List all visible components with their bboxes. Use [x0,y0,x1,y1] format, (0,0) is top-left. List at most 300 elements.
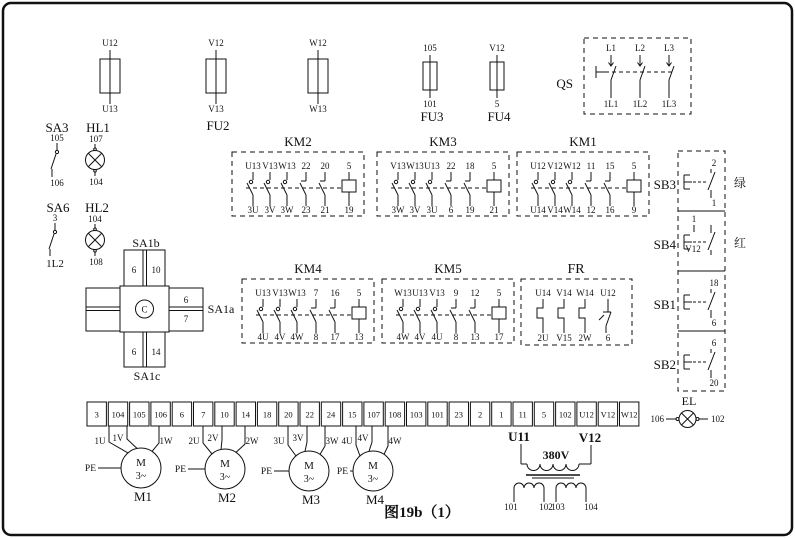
pe-label: PE [260,467,272,477]
terminal-label: V14 [547,205,563,215]
terminal-label: W14 [563,205,581,215]
blade [549,183,555,195]
terminal-cell-label: U12 [579,409,594,420]
terminal-label: 1L2 [632,99,648,109]
terminal-cell-label: 104 [111,409,125,420]
terminal-cell-label: 2 [477,409,483,420]
fuse-top-terminal: U12 [102,38,118,48]
motor-phase-label: 3~ [219,472,231,483]
terminal-label: U14 [535,288,551,298]
terminal-cell-label: 24 [326,409,336,420]
pushbutton-0 [654,158,746,208]
contactor-name: KM5 [434,261,462,276]
terminal-cell-label: 102 [558,409,572,420]
contact-dot [283,180,286,183]
terminal-label: 21 [489,205,499,215]
blade [708,352,715,370]
motor-name: M2 [217,490,237,505]
motor-0 [85,426,173,504]
blade [585,183,591,195]
terminal-label: 2W [578,333,592,343]
terminal-label: 23 [301,205,311,215]
figure-caption: 图19b（1） [384,505,460,521]
motor-lead [305,426,307,451]
button-name: SB1 [653,297,676,312]
blade [51,154,56,169]
terminal-label: U13 [424,161,440,171]
contactor-name: KM2 [284,134,312,149]
terminal-label: 5 [491,161,497,171]
blade [431,310,437,322]
terminal-label: 2U [537,333,549,343]
lead-label: 2W [245,436,259,446]
pe-label: PE [336,467,348,477]
lead-label: 3W [325,436,339,446]
button-name: SB2 [653,357,676,372]
coil [492,307,506,319]
terminal-label: 5 [631,161,637,171]
blade [450,310,456,322]
terminal-label: 6 [711,318,717,328]
lead-label: 4W [388,436,402,446]
primary-terminal: V12 [578,430,602,445]
fuse-2 [308,38,328,114]
fuse-top-terminal: V12 [208,38,224,48]
pushbutton-2 [654,278,719,328]
disconnect-switch-qs [556,38,691,114]
terminal-label: W12 [563,161,581,171]
motor-name: M1 [133,489,153,504]
lead-label: 4V [357,433,369,443]
terminal-label: 8 [313,332,319,342]
motor-name: M4 [365,492,385,507]
terminal-label: V13 [429,288,445,298]
terminal-label: 4W [396,332,410,342]
blade [274,310,280,322]
terminal-label: 18 [709,278,719,288]
terminal-label: 6 [131,265,137,275]
blade [329,310,335,322]
fuse-top-terminal: V12 [489,43,505,53]
outer-frame [3,3,792,535]
terminal-label: 3U [247,205,259,215]
terminal-label: 16 [605,205,615,215]
fuse-name: FU4 [487,109,511,124]
terminal-cell-label: 7 [201,409,206,420]
terminal-label: 2 [711,158,717,168]
blade [310,310,316,322]
terminal-label: 19 [465,205,475,215]
sa1-left-arm [86,288,120,331]
motor-phase-label: 3~ [135,471,147,482]
terminal-label: 19 [344,205,354,215]
lamp-hl2 [85,200,109,267]
fuse-0 [100,38,120,114]
terminal-label: 103 [551,502,565,512]
fuse-4 [487,43,511,124]
motor-phase-label: 3~ [367,474,379,485]
contact-dot [433,307,436,310]
contact-dot [696,418,699,421]
pushbutton-1 [654,214,746,255]
terminal-label: U12 [530,161,546,171]
fuses [100,38,511,133]
blade [606,312,611,326]
button-name: SB4 [653,237,676,252]
contact-dot [249,180,252,183]
terminal-label: 1 [711,198,717,208]
terminal-label: 12 [470,288,480,298]
blade [247,183,253,195]
terminal-cell-label: 22 [305,409,314,420]
terminal-label: 5 [356,288,362,298]
lead-label: 1W [159,436,173,446]
fuse-top-terminal: 105 [423,43,437,53]
terminal-label: 5 [496,288,502,298]
terminal-cell-label: 106 [154,409,167,420]
terminal-label: U13 [255,288,271,298]
terminal-label: 102 [539,502,553,512]
terminal-cell-label: 3 [94,409,99,420]
terminal-label: 9 [631,205,637,215]
contact-dot [53,230,56,233]
terminal-label: 105 [50,133,64,143]
sa1a-name: SA1a [207,302,235,316]
terminal-label: 4W [290,332,304,342]
terminal-label: W13 [278,161,296,171]
fuse-top-terminal: W12 [309,38,327,48]
lead-label: 2V [207,433,219,443]
coil [487,180,501,192]
terminal-cell-label: W12 [620,409,638,420]
component-name: SA3 [45,120,69,135]
terminal-label: W13 [406,161,424,171]
blade [532,183,538,195]
contact-dot [568,180,571,183]
terminal-label: 6 [183,295,189,305]
motor-m-label: M [136,457,146,469]
terminal-label: 10 [151,265,161,275]
motor-name: M3 [301,492,321,507]
contact-dot [94,170,97,173]
terminal-strip [87,402,639,426]
terminal-label: 14 [151,347,161,357]
contactor-blocks [232,134,649,343]
terminal-label: 13 [470,332,480,342]
terminal-label: V15 [556,333,572,343]
heater-element [579,305,585,321]
terminal-label: 1L3 [661,99,677,109]
contact-dot [94,250,97,253]
terminal-label: 17 [330,332,340,342]
terminal-label: U13 [245,161,261,171]
terminal-label: V12 [547,161,563,171]
blade [426,183,432,195]
blade [708,232,715,250]
terminal-label: 20 [709,378,719,388]
sa1c-name: SA1c [133,369,161,383]
primary-voltage: 380V [542,448,570,462]
sa1b-name: SA1b [132,236,160,250]
terminal-cell-label: 105 [132,409,146,420]
component-name: HL1 [86,120,110,135]
component-name: HL2 [85,200,109,215]
contactor-block-1 [377,134,509,216]
terminal-label: 1L2 [46,258,64,270]
blade [566,183,572,195]
contact-dot [266,180,269,183]
terminal-label: 4V [414,332,426,342]
blade [708,172,715,190]
blade [291,310,297,322]
terminal-cell-label: V12 [600,409,616,420]
secondary-winding [556,483,586,488]
pe-label: PE [174,465,186,475]
blade [469,310,475,322]
border-frame [3,3,792,535]
heater-element [558,305,564,321]
terminal-cell-label: 20 [284,409,293,420]
terminal-cell-label: 15 [348,409,357,420]
blade [669,66,674,80]
terminal-label: U13 [412,288,428,298]
fuse-bottom-terminal: U13 [102,104,118,114]
button-color-label: 红 [733,236,747,250]
button-color-label: 绿 [733,176,747,190]
terminal-label: 8 [453,332,459,342]
terminal-label: 3V [409,205,421,215]
motor-lead [320,426,325,454]
terminal-cell-label: 10 [220,409,229,420]
lead-label: 4U [341,436,353,446]
fr-name: FR [567,262,585,277]
contact-dot [259,307,262,310]
contactor-name: KM1 [569,134,597,149]
terminal-label: 104 [584,502,598,512]
contactor-name: KM3 [429,134,457,149]
blade [414,310,420,322]
terminal-label: L2 [635,43,645,53]
motor-lead [384,426,388,454]
blade [640,66,645,80]
contact-dot [551,180,554,183]
terminal-label: V13 [272,288,288,298]
terminal-cell-label: 108 [388,409,402,420]
terminal-label: V13 [262,161,278,171]
terminal-cell-label: 5 [541,409,547,420]
pe-label: PE [84,464,96,474]
motor-m-label: M [368,460,378,472]
contact-dot [293,307,296,310]
terminal-label: V14 [556,288,572,298]
fuse-bottom-terminal: 101 [423,99,437,109]
component-name: EL [681,394,697,408]
terminal-label: W13 [394,288,412,298]
terminal-label: 20 [320,161,330,171]
motor-lead [236,426,245,452]
fuse-3 [420,43,443,124]
motor-lead [152,426,159,451]
lead-label: 3V [292,433,304,443]
lead-label: 3U [273,436,285,446]
terminal-cell-label: 6 [179,409,185,420]
terminal-label: 6 [448,205,454,215]
motor-1 [175,426,259,505]
terminal-label: 4U [431,332,443,342]
motor-m-label: M [304,460,314,472]
terminal-label: W14 [576,288,594,298]
component-name: SA6 [46,200,70,215]
terminal-label: 108 [89,257,103,267]
lead-label: 2U [188,436,200,446]
motor-3 [337,426,402,507]
terminal-label: 22 [301,161,311,171]
terminal-label: 4V [274,332,286,342]
motor-2 [261,426,339,507]
terminal-label: 5 [346,161,352,171]
terminal-label: 4U [257,332,269,342]
contact-dot [399,307,402,310]
terminal-label: 3U [426,205,438,215]
terminal-label: 11 [586,161,596,171]
terminal-label: 104 [89,177,103,187]
heater-element [537,305,543,321]
terminal-label: 9 [453,288,459,298]
thermal-relay-fr [521,262,632,345]
terminal-label: 3W [280,205,294,215]
terminal-label: 1L1 [603,99,619,109]
pushbutton-panel [654,151,746,391]
blade [300,183,306,195]
terminal-label: 3 [52,213,58,223]
contactor-block-2 [517,134,649,216]
fuse-name: FU2 [206,118,230,133]
terminal-label: V12 [685,244,701,254]
fuse-bottom-terminal: V13 [208,104,224,114]
terminal-label: 106 [650,414,664,424]
figure-caption-group [384,503,460,521]
terminal-cell-label: 23 [454,409,464,420]
fuse-bottom-terminal: W13 [309,104,327,114]
contact-dot [55,150,58,153]
button-name: SB3 [653,177,676,192]
terminal-label: W13 [288,288,306,298]
terminal-label: 17 [494,332,504,342]
lamp-hl1 [86,120,110,187]
switch-sa6 [46,200,70,270]
terminal-label: 104 [88,214,102,224]
terminal-label: 3W [391,205,405,215]
blade [392,183,398,195]
blade [611,66,616,80]
contact-dot [534,180,537,183]
terminal-label: L1 [606,43,616,53]
terminal-cell-label: 1 [499,409,504,420]
test-flag [599,315,604,320]
fuse-bottom-terminal: 5 [494,99,500,109]
lead-label: 1U [94,436,106,446]
contact-dot [276,307,279,310]
terminal-label: U12 [600,288,616,298]
motor-lead [369,426,372,451]
contact-dot [428,180,431,183]
terminal-cell-label: 103 [409,409,423,420]
lead-label: 1V [112,433,124,443]
terminal-cell-label: 11 [518,409,527,420]
blade [281,183,287,195]
terminal-label: 21 [320,205,330,215]
terminal-cell-label: 14 [241,409,251,420]
terminal-label: 106 [50,178,64,188]
coil [627,180,641,192]
primary-winding [527,464,579,471]
qs-name: QS [556,76,573,91]
contactor-name: KM4 [294,261,322,276]
lamp-el [651,394,725,428]
terminal-label: 107 [89,134,103,144]
secondary-winding [514,483,544,488]
coil [352,307,366,319]
terminal-label: 102 [711,414,725,424]
blade [708,292,715,310]
terminal-label: 16 [330,288,340,298]
blade [464,183,470,195]
selector-switch-sa1 [86,236,235,383]
blade [257,310,263,322]
contactor-block-3 [242,261,374,343]
motor-phase-label: 3~ [303,474,315,485]
terminal-label: 12 [586,205,596,215]
terminal-label: 6 [131,347,137,357]
pushbutton-3 [654,338,719,388]
terminal-label: 7 [313,288,319,298]
terminal-cell-label: 18 [262,409,272,420]
contact-dot [411,180,414,183]
blade [397,310,403,322]
fuse-1 [206,38,230,133]
blade [49,234,54,249]
coil [342,180,356,192]
terminal-label: 101 [504,502,518,512]
terminal-label: 6 [711,338,717,348]
terminal-label: L3 [664,43,674,53]
blade [319,183,325,195]
terminal-label: 22 [446,161,456,171]
motors [85,426,402,507]
contactor-block-0 [232,134,364,216]
motor-m-label: M [220,458,230,470]
terminal-label: 1 [691,214,697,224]
terminal-label: 13 [354,332,364,342]
motor-lead [221,426,222,449]
contact-dot [394,180,397,183]
terminal-label: 6 [605,333,611,343]
blade [604,183,610,195]
blade [409,183,415,195]
control-transformer [504,429,601,512]
contactor-block-4 [382,261,514,343]
blade [445,183,451,195]
fuse-name: FU3 [420,109,444,124]
sa1-cam-label: C [141,304,148,315]
terminal-label: 18 [465,161,475,171]
terminal-label: 3V [264,205,276,215]
switch-sa3 [45,120,68,188]
terminal-label: 15 [605,161,615,171]
terminal-cell-label: 107 [367,409,380,420]
terminal-label: U14 [530,205,546,215]
blade [264,183,270,195]
